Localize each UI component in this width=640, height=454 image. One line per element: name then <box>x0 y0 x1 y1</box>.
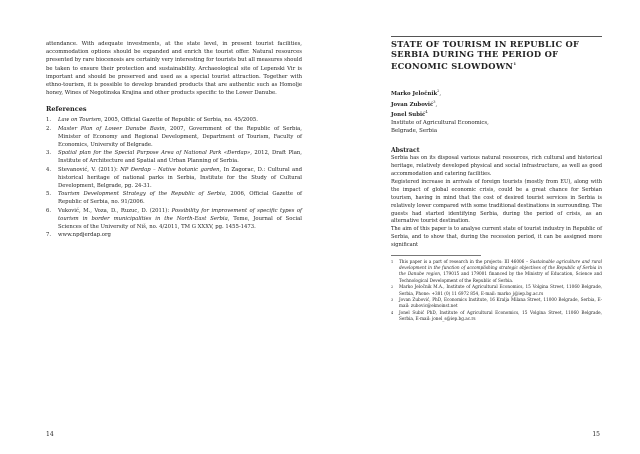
reference-number: 5. <box>46 191 52 198</box>
reference-number: 4. <box>46 166 52 173</box>
footnote-number: 4 <box>391 311 394 316</box>
author-footnote-mark: 4 <box>425 110 428 115</box>
reference-title: Possibility for improvement of specific types of tourism in border municipalities in the North-East Serbia, <box>58 207 302 222</box>
abstract-paragraph: The aim of this paper is to analyse current state of tourist industry in Republic of Serbia, and to show that, during the recession period, it can be assigned more significant <box>391 226 602 249</box>
reference-text <box>58 116 302 124</box>
authors-block <box>391 87 602 135</box>
article-title: STATE OF TOURISM IN REPUBLIC OF SERBIA DURING THE PERIOD OF ECONOMIC SLOWDOWN$^1$ <box>391 39 580 71</box>
intro-paragraph: attendance. With adequate investments, at the state level, in present tourist facilities, accommodation options should be expanded and enrich the tourist offer. Natural resources presented by rare biocenosis are certainly very interesting for tourists but all measures should be taken to ensure their protection and sustainability. Archaeological site of Lepenski Vir is important and should be preserved and used as a special tourist attraction. Together with ethno-tourism, it is possible to develop branded products that are authentic such as Homolje honey, Wines of Negotinska Krajina and other products specific to the Lower Danube. <box>46 41 302 97</box>
author-footnote-mark: 2 <box>437 88 440 93</box>
reference-item <box>46 116 302 124</box>
reference-number: 6. <box>46 207 52 214</box>
reference-authors: Stevanović, V. (2011): <box>58 166 121 173</box>
footnotes <box>391 259 602 323</box>
reference-details: 2007, Government of the Republic of Serbia, Minister of Economy and Regional Development, Department of Tourism, Faculty of Economics, University of Belgrade. <box>58 125 302 149</box>
author-footnote-mark: 3 <box>433 99 436 104</box>
abstract-paragraph: Serbia has on its disposal various natural resources, rich cultural and historical heritage, relatively developed physical and social infrastructure, as well as good accommodation and catering facilities. <box>391 155 602 177</box>
right-column <box>391 36 602 323</box>
footnote-text-part: Jovan Zubović, PhD, Economics Institute, 16 Kralja Milana Street, 11000 Belgrade, Serbia, E-mail: zubovic@eknoinst.net <box>399 297 602 309</box>
references-heading: References <box>46 105 87 114</box>
footnote-text <box>399 284 602 296</box>
reference-details: www.npdjerdap.org <box>58 232 111 239</box>
footnote-number: 2 <box>391 285 394 290</box>
reference-text <box>58 231 302 239</box>
right-page <box>320 0 640 454</box>
reference-text <box>58 125 302 150</box>
footnote <box>391 297 602 309</box>
reference-item <box>46 190 302 206</box>
footnote-text <box>399 259 602 284</box>
reference-authors: Vuković, M., Voza, D., Ruzuc, D. (2011): <box>58 207 172 214</box>
footnote-text-part: Jonel Subić PhD, Institute of Agricultural Economics, 15 Volgina Street, 11060 Belgrade, Serbia, E-mail: jonel_s@iep.bg.ac.rs <box>399 310 602 322</box>
reference-text <box>58 149 302 165</box>
reference-details: Teme, Journal of Social Sciences of the University of Niš, no. 4/2011, TM G XXXV, pg. 1455-1473. <box>58 215 302 231</box>
affiliation-line-1: Institute of Agricultural Economics, <box>391 120 489 127</box>
footnote-text-part: 179015 and 179001 financed by the Ministry of Education, Science and Technological Development of the Republic of Serbia. <box>399 271 602 283</box>
author-line <box>391 87 602 98</box>
reference-list <box>46 116 302 239</box>
reference-text <box>58 190 302 206</box>
author-separator: , <box>439 90 442 97</box>
author-name: Marko Jeločnik <box>391 90 438 97</box>
reference-text <box>58 207 302 232</box>
reference-title: Law on Tourism, <box>58 117 103 124</box>
reference-details: 2012, Draft Plan, Institute of Architecture and Spatial and Urban Planning of Serbia. <box>58 150 302 165</box>
page-number-right: 15 <box>592 431 600 438</box>
author-list <box>391 87 602 119</box>
reference-title: Tourism Development Strategy of the Republic of Serbia, <box>58 191 227 198</box>
reference-title: Spatial plan for the Special Purpose Area of National Park «Đerdap», <box>58 150 252 157</box>
page-number-left: 14 <box>46 431 54 438</box>
reference-item <box>46 125 302 150</box>
footnote-text <box>399 310 602 322</box>
abstract-heading: Abstract <box>391 147 420 155</box>
reference-details: In Zagorac, D.: Cultural and historical heritage of national parks in Serbia, Institute for the Study of Cultural Development, Belgrade, pg. 24-31. <box>58 166 303 190</box>
footnote-rule <box>391 255 481 256</box>
reference-number: 3. <box>46 150 52 157</box>
reference-details: 2005, Official Gazette of Republic of Serbia, no. 45/2005. <box>102 117 258 124</box>
reference-item <box>46 207 302 232</box>
footnote-text <box>399 297 602 309</box>
footnote-text-part: Marko Jeločnik M.A., Institute of Agricultural Economics, 15 Volgina Street, 11060 Belgrade, Serbia, Phone: +381 (0) 11 6972 854, E-mail: marko_j@iep.bg.ac.rs <box>399 284 602 296</box>
left-column <box>46 40 302 239</box>
abstract-body <box>391 155 602 250</box>
abstract-paragraph: Registered increase in arrivals of foreign tourists (mostly from EU), along with the impact of global economic crisis, could be a great chance for Serbian tourism, having in mind that the cost of desired tourist services in Serbia is relatively lower compared with some traditional destinations in surrounding. The guests had started identifying Serbia, during the period of crisis, as an alternative tourist destination. <box>391 178 602 225</box>
author-line <box>391 108 602 119</box>
affiliation-line-2: Belgrade, Serbia <box>391 128 438 135</box>
reference-item <box>46 149 302 165</box>
reference-item <box>46 231 302 239</box>
footnote <box>391 284 602 296</box>
reference-number: 1. <box>46 117 52 124</box>
footnote-text-part: This paper is a part of research in the projects: III 46006 – <box>399 259 530 265</box>
footnote <box>391 259 602 284</box>
author-name: Jovan Zubović <box>391 101 434 108</box>
reference-title: NP Đerdap – Native botanic garden, <box>120 166 222 173</box>
reference-title: Master Plan of Lower Danube Basin, <box>58 125 167 132</box>
reference-text <box>58 166 302 191</box>
footnote-project-title: Sustainable agriculture and rural development in the function of accomplishing strategic objectives of the Republic of Serbia in the Danube region, <box>399 259 603 277</box>
author-line <box>391 98 602 109</box>
reference-details: 2006, Official Gazette of Republic of Serbia, no. 91/2006. <box>58 191 302 206</box>
reference-item <box>46 166 302 191</box>
reference-number: 7. <box>46 232 52 239</box>
author-separator: , <box>435 101 438 108</box>
footnote <box>391 310 602 322</box>
footnote-number: 3 <box>391 298 394 303</box>
title-footnote-mark: 1 <box>513 61 517 66</box>
reference-number: 2. <box>46 125 52 132</box>
footnote-number: 1 <box>391 260 394 265</box>
author-name: Jonel Subić <box>391 112 426 119</box>
title-rule <box>391 36 602 37</box>
